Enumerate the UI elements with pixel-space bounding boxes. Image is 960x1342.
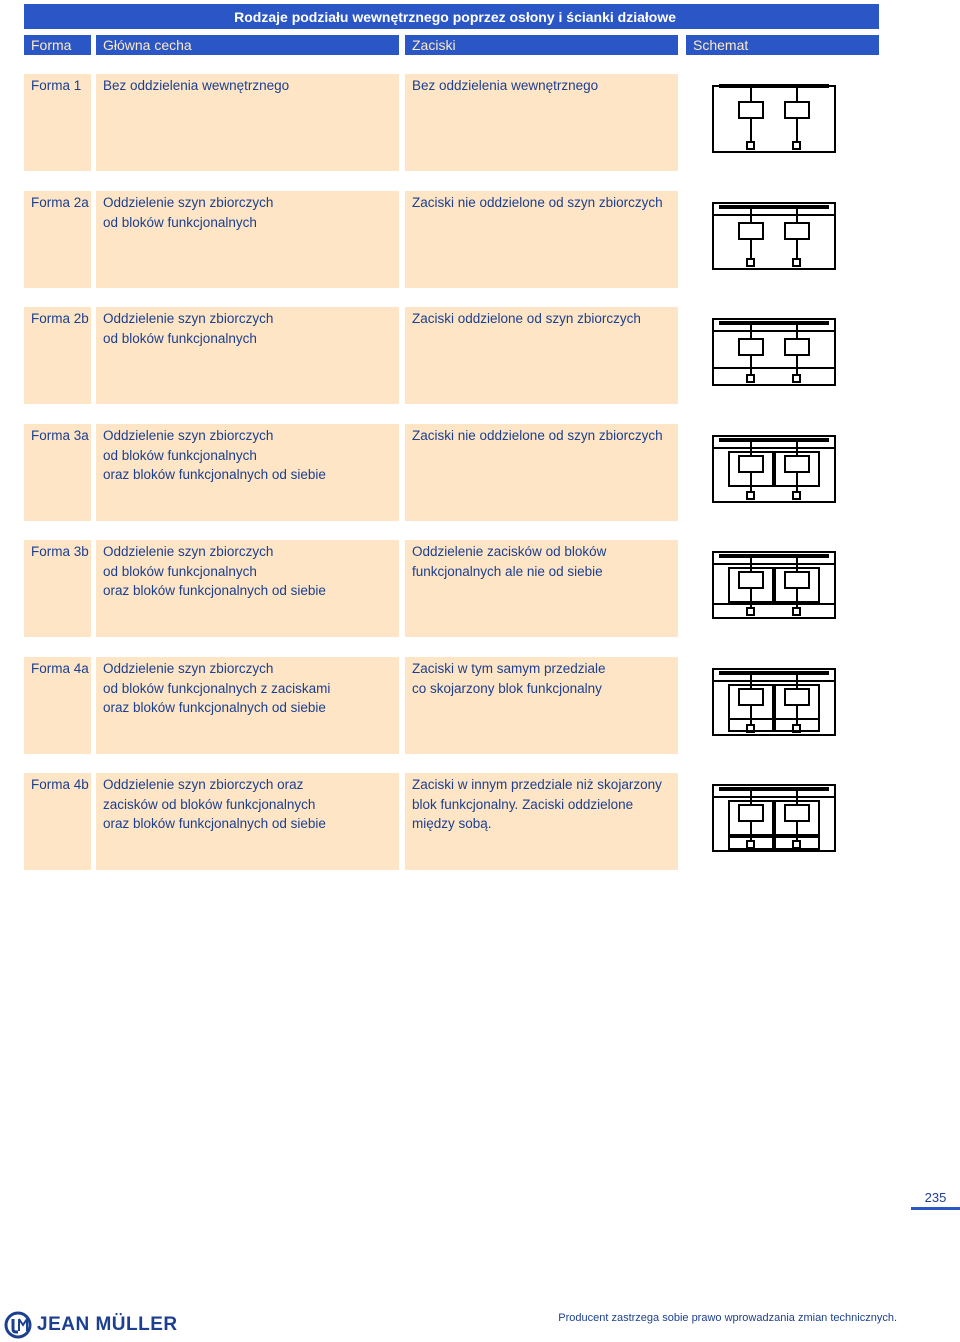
forma-text: Forma 2b [31, 311, 89, 326]
cecha-text: Oddzielenie szyn zbiorczych [103, 661, 274, 676]
cecha-text: oraz bloków funkcjonalnych od siebie [103, 816, 326, 831]
functional-unit-left [739, 572, 763, 588]
zaciski-text: blok funkcjonalny. Zaciski oddzielone [412, 796, 634, 812]
cecha-text: Oddzielenie szyn zbiorczych [103, 544, 274, 559]
cell-forma [24, 307, 91, 404]
cell-forma [24, 773, 91, 870]
forma-text: Forma 4a [31, 661, 89, 676]
cecha-text: od bloków funkcjonalnych z zaciskami [103, 680, 331, 696]
functional-unit-right [785, 572, 809, 588]
functional-unit-left [739, 102, 763, 118]
functional-unit-right [785, 805, 809, 821]
forma-text: Forma 4b [31, 777, 89, 792]
terminal-left [747, 375, 754, 382]
terminal-left [747, 142, 754, 149]
cell-zaciski [405, 191, 678, 288]
zaciski-text: Zaciski w tym samym przedziale [412, 661, 606, 676]
header-schemat-label: Schemat [693, 37, 749, 53]
functional-unit-right [785, 223, 809, 239]
schematic-form-4a [711, 663, 837, 739]
zaciski-text: między sobą. [412, 816, 492, 831]
functional-unit-left [739, 339, 763, 355]
functional-unit-left [739, 223, 763, 239]
cell-zaciski [405, 657, 678, 754]
cell-cecha [96, 657, 399, 754]
terminal-right [793, 841, 800, 848]
cecha-text: Oddzielenie szyn zbiorczych oraz [103, 777, 304, 792]
zaciski-text: Zaciski w innym przedziale niż skojarzony [412, 777, 662, 792]
header-zaciski-label: Zaciski [412, 37, 456, 53]
terminal-left [747, 841, 754, 848]
functional-unit-right [785, 339, 809, 355]
header-forma [24, 35, 91, 55]
cecha-text: Oddzielenie szyn zbiorczych [103, 311, 274, 326]
page-title-bar [24, 4, 879, 29]
zaciski-text: co skojarzony blok funkcjonalny [412, 680, 602, 696]
terminal-right [793, 259, 800, 266]
busbar [719, 84, 829, 88]
cecha-text: Oddzielenie szyn zbiorczych [103, 195, 274, 210]
schematic-form-3a [711, 430, 837, 506]
forma-text: Forma 3a [31, 428, 89, 443]
functional-unit-left [739, 805, 763, 821]
cell-cecha [96, 191, 399, 288]
enclosure-frame [713, 203, 835, 269]
zaciski-text: Zaciski nie oddzielone od szyn zbiorczych [412, 428, 663, 443]
forma-text: Forma 3b [31, 544, 89, 559]
header-cecha-label: Główna cecha [103, 37, 192, 53]
cell-cecha [96, 74, 399, 171]
cell-forma [24, 540, 91, 637]
functional-unit-left [739, 456, 763, 472]
terminal-right [793, 492, 800, 499]
functional-unit-left [739, 689, 763, 705]
busbar [719, 554, 829, 558]
footer-note: Producent zastrzega sobie prawo wprowadzania zmian technicznych. [558, 1312, 897, 1324]
cecha-text: od bloków funkcjonalnych [103, 447, 257, 463]
brand-logo [4, 1311, 178, 1339]
brand-name: JEAN MÜLLER [37, 1314, 178, 1335]
brand-mark-icon [4, 1311, 32, 1339]
cell-cecha [96, 424, 399, 521]
terminal-left [747, 608, 754, 615]
page-title: Rodzaje podziału wewnętrznego poprzez osłony i ścianki działowe [234, 8, 676, 25]
terminal-right [793, 608, 800, 615]
forma-text: Forma 1 [31, 78, 82, 93]
header-cecha [96, 35, 399, 55]
cell-forma [24, 191, 91, 288]
cecha-text: oraz bloków funkcjonalnych od siebie [103, 700, 326, 715]
cell-zaciski [405, 74, 678, 171]
header-zaciski [405, 35, 678, 55]
schematic-form-2b [711, 313, 837, 389]
zaciski-text: Zaciski nie oddzielone od szyn zbiorczych [412, 195, 663, 210]
header-schemat [686, 35, 879, 55]
functional-unit-right [785, 689, 809, 705]
cell-cecha [96, 773, 399, 870]
zaciski-text: Zaciski oddzielone od szyn zbiorczych [412, 311, 641, 326]
page-number: 235 [911, 1190, 960, 1210]
cecha-text: Oddzielenie szyn zbiorczych [103, 428, 274, 443]
schematic-form-3b [711, 546, 837, 622]
zaciski-text: Bez oddzielenia wewnętrznego [412, 78, 599, 93]
cell-forma [24, 657, 91, 754]
cecha-text: oraz bloków funkcjonalnych od siebie [103, 583, 326, 598]
header-forma-label: Forma [31, 37, 72, 53]
busbar [719, 671, 829, 675]
enclosure-frame [713, 319, 835, 385]
terminal-left [747, 492, 754, 499]
cecha-text: oraz bloków funkcjonalnych od siebie [103, 467, 326, 482]
terminal-right [793, 375, 800, 382]
cell-forma [24, 424, 91, 521]
terminal-left [747, 259, 754, 266]
zaciski-text: Oddzielenie zacisków od bloków [412, 544, 607, 559]
cecha-text: Bez oddzielenia wewnętrznego [103, 78, 290, 93]
cell-forma [24, 74, 91, 171]
busbar [719, 438, 829, 442]
cecha-text: od bloków funkcjonalnych [103, 330, 257, 346]
cecha-text: od bloków funkcjonalnych [103, 214, 257, 230]
cell-cecha [96, 307, 399, 404]
cell-zaciski [405, 424, 678, 521]
enclosure-frame [713, 86, 835, 152]
schematic-form-1 [711, 80, 837, 156]
cell-zaciski [405, 540, 678, 637]
busbar [719, 205, 829, 209]
busbar [719, 321, 829, 325]
cecha-text: zacisków od bloków funkcjonalnych [103, 796, 316, 812]
zaciski-text: funkcjonalnych ale nie od siebie [412, 563, 603, 579]
schematic-form-2a [711, 197, 837, 273]
functional-unit-right [785, 456, 809, 472]
cecha-text: od bloków funkcjonalnych [103, 563, 257, 579]
cell-zaciski [405, 773, 678, 870]
forma-text: Forma 2a [31, 195, 89, 210]
schematic-form-4b [711, 779, 837, 855]
cell-zaciski [405, 307, 678, 404]
cell-cecha [96, 540, 399, 637]
terminal-right [793, 142, 800, 149]
busbar [719, 787, 829, 791]
functional-unit-right [785, 102, 809, 118]
